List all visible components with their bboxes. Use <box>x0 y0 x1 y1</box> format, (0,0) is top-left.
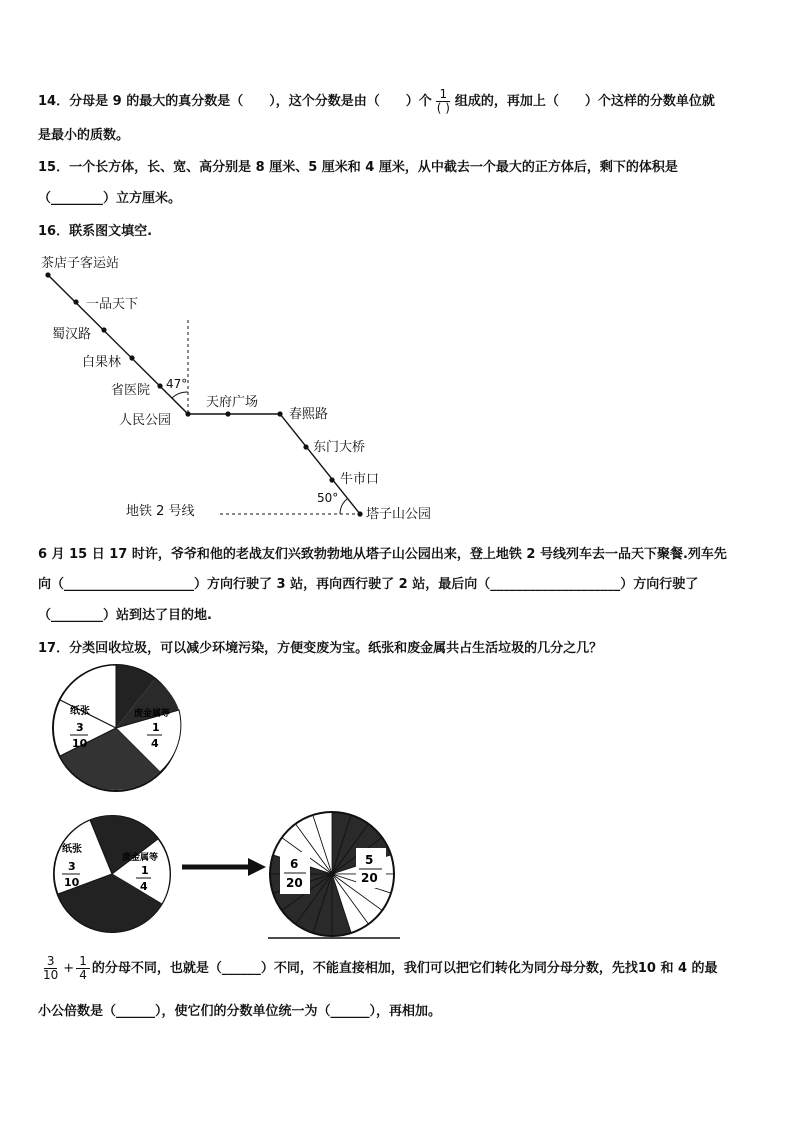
pie1-label-metal: 废金属等 <box>134 709 171 719</box>
pie1-label-paper: 纸张 <box>70 706 90 717</box>
station-dot-s1 <box>45 272 50 277</box>
station-dot-s6 <box>185 411 190 416</box>
station-dot-s11 <box>357 511 362 516</box>
station-dot-s4 <box>129 355 134 360</box>
station-dot-s8 <box>277 411 282 416</box>
pie2-frac-paper-den: 10 <box>64 876 80 889</box>
pie1-frac-metal-num: 1 <box>152 721 160 734</box>
q14-frac-num: 1 <box>436 88 450 102</box>
station-label-s10: 牛市口 <box>340 472 380 487</box>
pie-chart-3 <box>266 810 406 940</box>
q14-line1 <box>38 88 715 115</box>
eq-frac-a-den: 10 <box>43 968 59 982</box>
pie1-frac-paper-num: 3 <box>76 721 84 734</box>
q14-text-part1: 14．分母是 9 的最大的真分数是（ ），这个分数是由（ ）个 <box>38 94 432 109</box>
eq-frac-a-num: 3 <box>44 955 58 969</box>
station-label-s1: 茶店子客运站 <box>41 256 120 271</box>
station-label-s2: 一品天下 <box>86 297 139 312</box>
station-dot-s2 <box>73 299 78 304</box>
pie3-frac-b-den: 20 <box>361 871 378 885</box>
q15-line1: 15．一个长方体，长、宽、高分别是 8 厘米、5 厘米和 4 厘米，从中截去一个最大的正方体后，剩下的体积是 <box>38 160 678 175</box>
q17-text2: 小公倍数是（______），使它们的分数单位统一为（______），再相加。 <box>38 1004 442 1019</box>
angle-arc-47 <box>172 392 188 398</box>
q17-text1: 的分母不同，也就是（______）不同，不能直接相加，我们可以把它们转化为同分母分数，先找10 和 4 的最 <box>91 961 718 976</box>
pie2-label-metal: 废金属等 <box>122 853 159 863</box>
station-dot-s10 <box>329 477 334 482</box>
station-label-s11: 塔子山公园 <box>366 507 432 522</box>
station-dot-s3 <box>101 327 106 332</box>
q16-title: 16．联系图文填空. <box>38 224 153 239</box>
pie-chart-2 <box>40 812 190 942</box>
station-dot-s5 <box>157 383 162 388</box>
pie2-label-paper: 纸张 <box>62 844 82 855</box>
station-label-s6: 人民公园 <box>119 413 172 428</box>
pie3-frac-b-num: 5 <box>365 853 374 867</box>
station-label-s5: 省医院 <box>111 383 151 398</box>
eq-frac-a <box>40 955 61 982</box>
pie3-frac-a-den: 20 <box>286 876 303 890</box>
pie1-frac-paper-den: 10 <box>72 737 88 750</box>
pie2-frac-metal-den: 4 <box>140 880 148 893</box>
eq-frac-b-den: 4 <box>79 968 87 982</box>
eq-frac-b <box>76 955 90 982</box>
eq-frac-b-num: 1 <box>76 955 90 969</box>
station-label-s8: 春熙路 <box>289 407 329 422</box>
pie3-frac-a-num: 6 <box>290 857 299 871</box>
subway-line-name: 地铁 2 号线 <box>126 504 195 519</box>
eq-plus: + <box>63 961 75 976</box>
angle-label-50: 50° <box>317 491 339 505</box>
q17-equation-line1 <box>38 955 718 982</box>
arrow-right-icon <box>180 855 270 879</box>
angle-arc-50 <box>340 499 347 514</box>
pie2-frac-paper-num: 3 <box>68 860 76 873</box>
q14-text-part2: 组成的，再加上（ ）个这样的分数单位就 <box>454 94 715 109</box>
station-label-s9: 东门大桥 <box>313 440 366 455</box>
q14-frac-den: ( ) <box>436 101 450 115</box>
pie-chart-1 <box>40 664 200 794</box>
q16-text2: 向（____________________）方向行驶了 3 站，再向西行驶了 2 站，最后向（____________________）方向行驶了 <box>38 577 699 592</box>
station-dot-s9 <box>303 444 308 449</box>
q14-line2: 是最小的质数。 <box>38 128 130 143</box>
q17-title: 17．分类回收垃圾，可以减少环境污染，方便变废为宝。纸张和废金属共占生活垃圾的几分之几？ <box>38 641 603 656</box>
q14-fraction <box>434 88 453 115</box>
q16-text1: 6 月 15 日 17 时许，爷爷和他的老战友们兴致勃勃地从塔子山公园出来，登上地铁 2 号线列车去一品天下聚餐.列车先 <box>38 547 727 562</box>
station-label-s4: 白果林 <box>82 355 122 370</box>
pie1-frac-metal-den: 4 <box>151 737 159 750</box>
pie2-frac-metal-num: 1 <box>141 864 149 877</box>
angle-label-47: 47° <box>166 377 188 391</box>
q15-line2: （________）立方厘米。 <box>38 191 182 206</box>
station-dot-s7 <box>225 411 230 416</box>
station-label-s3: 蜀汉路 <box>52 327 92 342</box>
q16-text3: （________）站到达了目的地. <box>38 608 212 623</box>
station-label-s7: 天府广场 <box>206 395 259 410</box>
